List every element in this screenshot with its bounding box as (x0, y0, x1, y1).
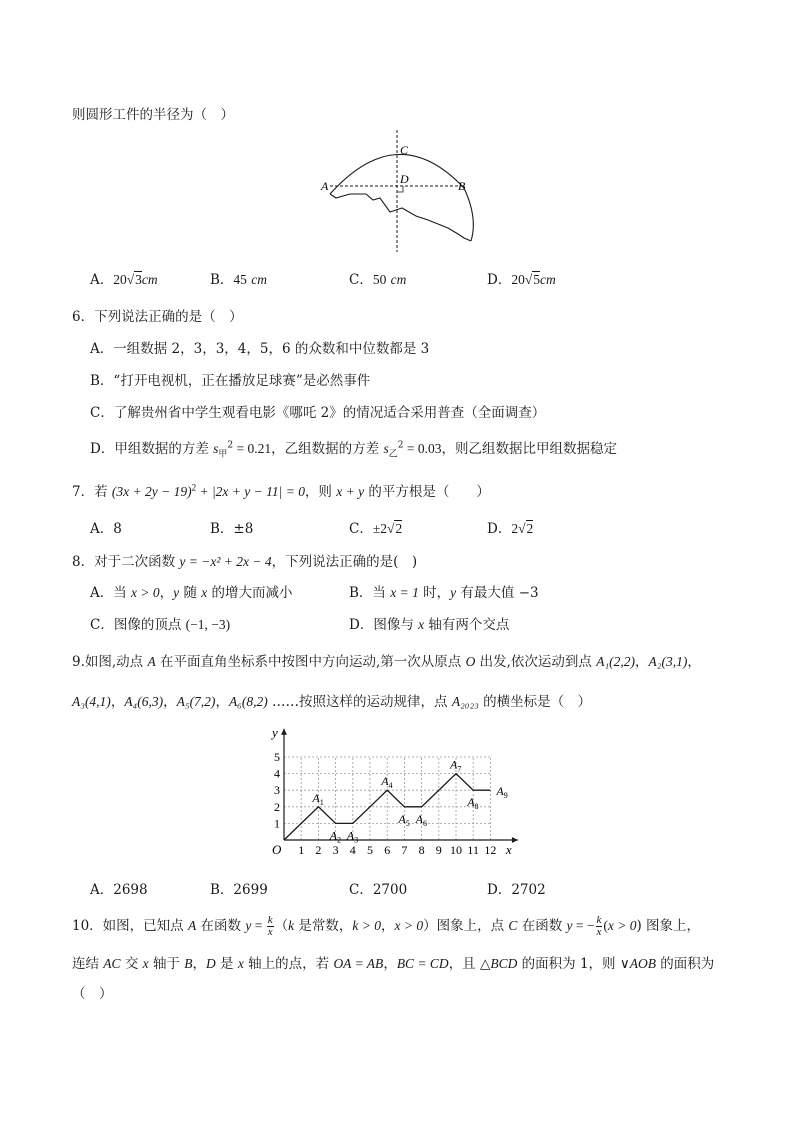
y-tick-label: 4 (274, 766, 280, 781)
q5-option-a[interactable]: A．20√3cm (90, 272, 158, 288)
q7-option-b[interactable]: B．±8 (210, 521, 254, 537)
x-tick-label: 10 (450, 843, 462, 857)
q5-stem-tail: 则圆形工件的半径为（ ） (72, 107, 234, 123)
point-label: $A_9$ (496, 784, 508, 801)
q9-coordinate-graph (268, 724, 528, 866)
point-label: $A_5$ (398, 811, 410, 828)
q8-option-a[interactable]: A．当 x > 0，y 随 x 的增大而减小 (90, 585, 293, 601)
y-tick-label: 5 (274, 750, 280, 764)
q5-option-b[interactable]: B．45 cm (210, 272, 267, 288)
x-tick-label: 4 (349, 843, 356, 857)
q10-answer-paren: （ ） (72, 986, 113, 1002)
q9-stem-line1: 9.如图,动点 A 在平面直角坐标系中按图中方向运动,第一次从原点 O 出发,依次运动到点 A₁(2,2)，A₂(3,1)， (72, 654, 701, 670)
q5-label-b: B (458, 179, 466, 193)
q6-option-b[interactable]: B．“打开电视机，正在播放足球赛”是必然事件 (90, 373, 371, 389)
y-tick-label: 1 (274, 816, 280, 831)
q9-option-d[interactable]: D．2702 (487, 882, 546, 898)
q8-stem: 8．对于二次函数 y = −x² + 2x − 4，下列说法正确的是( ) (72, 554, 418, 570)
q5-label-c: C (400, 143, 409, 157)
x-tick-label: 11 (467, 843, 479, 857)
q8-option-c[interactable]: C．图像的顶点 (−1, −3) (90, 617, 231, 633)
x-tick-label: 2 (315, 843, 322, 857)
q6-option-a[interactable]: A．一组数据 2，3，3，4，5，6 的众数和中位数都是 3 (90, 341, 430, 357)
q5-figure (318, 128, 488, 256)
x-tick-label: 7 (401, 843, 408, 857)
point-label: $A_2$ (329, 828, 341, 845)
origin-label: O (272, 842, 282, 857)
q6-stem: 6．下列说法正确的是（ ） (72, 309, 243, 325)
q5-label-a: A (321, 179, 329, 193)
y-tick-label: 2 (274, 799, 280, 814)
q7-option-a[interactable]: A．8 (90, 521, 122, 537)
x-axis-arrow (512, 837, 518, 843)
q9-stem-line2: A₃(4,1)，A₄(6,3)，A₅(7,2)，A₆(8,2) ……按照这样的运动规律，点 A₂₀₂₃ 的横坐标是（ ） (72, 694, 592, 710)
x-axis-label: x (505, 842, 512, 857)
x-tick-label: 9 (435, 843, 442, 857)
q10-fraction-k-over-x-2: $\frac{k}{x}$ (596, 914, 602, 938)
q6-option-d[interactable]: D．甲组数据的方差 $s_甲^2 = 0.21$，乙组数据的方差 $s_乙^2 = 0.03$，则乙组数据比甲组数据稳定 (90, 440, 617, 460)
q5-circle-arc (330, 154, 473, 241)
x-tick-label: 12 (484, 843, 497, 857)
q7-option-c[interactable]: C．±2√2 (349, 521, 403, 537)
q8-option-d[interactable]: D．图像与 x 轴有两个交点 (349, 617, 510, 633)
y-axis-arrow (281, 729, 287, 735)
q10-stem-line2: 连结 AC 交 x 轴于 B，D 是 x 轴上的点，若 OA = AB，BC = CD，且 △BCD 的面积为 1，则 ∨AOB 的面积为 (72, 956, 715, 972)
x-tick-label: 8 (418, 843, 425, 857)
q7-stem: 7．若 $(3x + 2y - 19)^2 + |2x + y - 11| = 0$，则 x + y 的平方根是（ ） (72, 482, 490, 500)
q10-stem-line1: 10．如图，已知点 A 在函数 y = $\frac{k}{x}$ （k 是常数，k > 0，x > 0）图象上，点 C 在函数 y = − $\frac{k}{x}$ (x > 0) 图象上， (72, 914, 701, 938)
q9-option-c[interactable]: C．2700 (349, 882, 408, 898)
point-label: $A_4$ (381, 774, 393, 791)
q9-option-a[interactable]: A．2698 (90, 882, 148, 898)
q8-option-b[interactable]: B．当 x = 1 时，y 有最大值 −3 (349, 585, 539, 601)
x-tick-label: 5 (367, 843, 373, 857)
q10-fraction-k-over-x: $\frac{k}{x}$ (267, 914, 273, 938)
q9-option-b[interactable]: B．2699 (210, 882, 268, 898)
x-tick-label: 3 (332, 843, 339, 857)
point-label: $A_8$ (467, 795, 479, 812)
q5-right-angle-mark (397, 186, 403, 192)
q5-option-c[interactable]: C．50 cm (349, 272, 407, 288)
q5-option-d[interactable]: D．20√5cm (487, 272, 556, 288)
q5-broken-edge (330, 194, 471, 241)
y-axis-label: y (272, 724, 278, 740)
point-label: $A_6$ (415, 811, 427, 828)
x-tick-label: 6 (384, 843, 391, 857)
x-tick-label: 1 (298, 843, 305, 857)
q6-option-c[interactable]: C．了解贵州省中学生观看电影《哪吒 2》的情况适合采用普查（全面调查） (90, 405, 546, 421)
q5-label-d: D (400, 172, 409, 186)
point-label: $A_7$ (450, 757, 462, 774)
point-label: $A_3$ (346, 828, 359, 845)
point-label: $A_1$ (312, 790, 324, 807)
q7-option-d[interactable]: D．2√2 (487, 521, 534, 537)
y-tick-label: 3 (274, 783, 280, 798)
